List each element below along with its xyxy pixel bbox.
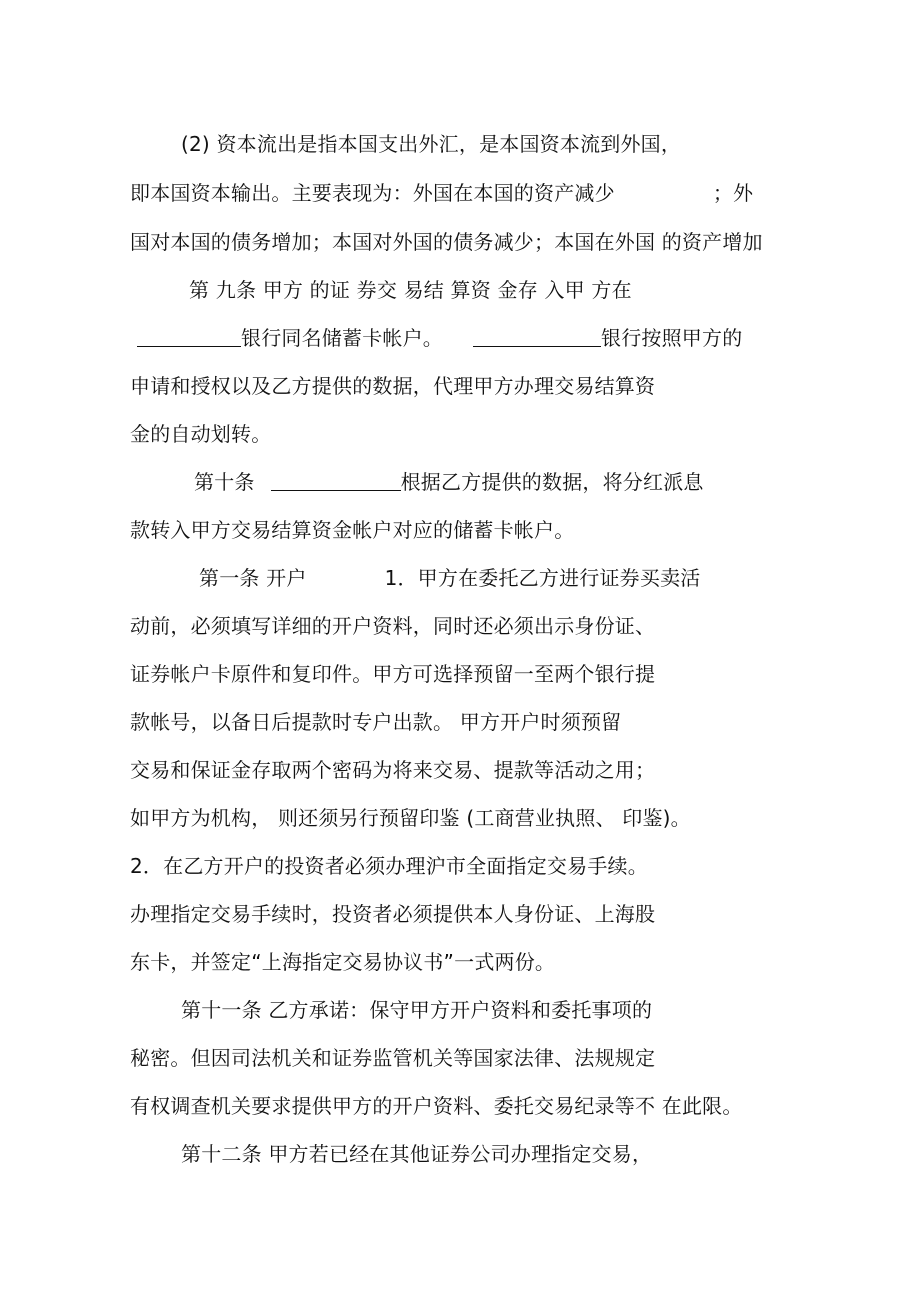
article-10-heading-line: 第十条 根据乙方提供的数据，将分红派息 bbox=[194, 470, 704, 494]
article-1-line-3: 证券帐户卡原件和复印件。甲方可选择预留一至两个银行提 bbox=[130, 662, 656, 686]
bank-name-blank[interactable] bbox=[137, 326, 241, 347]
article-1-line-2: 动前，必须填写详细的开户资料，同时还必须出示身份证、 bbox=[130, 614, 656, 638]
article-12-heading-line: 第十二条 甲方若已经在其他证券公司办理指定交易， bbox=[181, 1142, 653, 1166]
article-1-item-2-line-2: 办理指定交易手续时，投资者必须提供本人身份证、上海股 bbox=[130, 902, 656, 926]
article-1-heading-line: 第一条 开户 1．甲方在委托乙方进行证券买卖活 bbox=[199, 566, 701, 590]
article-11-line-3: 有权调查机关要求提供甲方的开户资料、委托交易纪录等不 在此限。 bbox=[130, 1094, 743, 1118]
article-1-item-2-line-3: 东卡，并签定“上海指定交易协议书”一式两份。 bbox=[130, 950, 556, 974]
article-11-heading-line: 第十一条 乙方承诺：保守甲方开户资料和委托事项的 bbox=[181, 998, 653, 1022]
article-9-line-2: 银行同名储蓄卡帐户。 银行按照甲方的 bbox=[137, 325, 742, 351]
article-1-item-2-line-1: 2．在乙方开户的投资者必须办理沪市全面指定交易手续。 bbox=[130, 854, 648, 878]
paragraph-capital-outflow-line-3: 国对本国的债务增加；本国对外国的债务减少；本国在外国 的资产增加 bbox=[130, 230, 763, 254]
article-9-heading-line: 第 九条 甲方 的证 券交 易结 算资 金存 入甲 方在 bbox=[189, 278, 632, 302]
bank-name-blank[interactable] bbox=[473, 326, 601, 347]
paragraph-capital-outflow-line-1: (2) 资本流出是指本国支出外汇，是本国资本流到外国， bbox=[181, 132, 682, 156]
bank-name-blank[interactable] bbox=[271, 470, 401, 491]
article-9-line-3: 申请和授权以及乙方提供的数据，代理甲方办理交易结算资 bbox=[130, 374, 656, 398]
paragraph-capital-outflow-line-2: 即本国资本输出。主要表现为：外国在本国的资产减少 ；外 bbox=[130, 181, 754, 205]
article-1-line-6: 如甲方为机构， 则还须另行预留印鉴 (工商营业执照、 印鉴)。 bbox=[130, 806, 691, 830]
article-9-line-4: 金的自动划转。 bbox=[130, 422, 272, 446]
article-1-line-5: 交易和保证金存取两个密码为将来交易、提款等活动之用； bbox=[130, 758, 656, 782]
article-11-line-2: 秘密。但因司法机关和证券监管机关等国家法律、法规规定 bbox=[130, 1046, 656, 1070]
article-1-line-4: 款帐号，以备日后提款时专户出款。 甲方开户时须预留 bbox=[130, 710, 622, 734]
article-10-line-2: 款转入甲方交易结算资金帐户对应的储蓄卡帐户。 bbox=[130, 518, 575, 542]
